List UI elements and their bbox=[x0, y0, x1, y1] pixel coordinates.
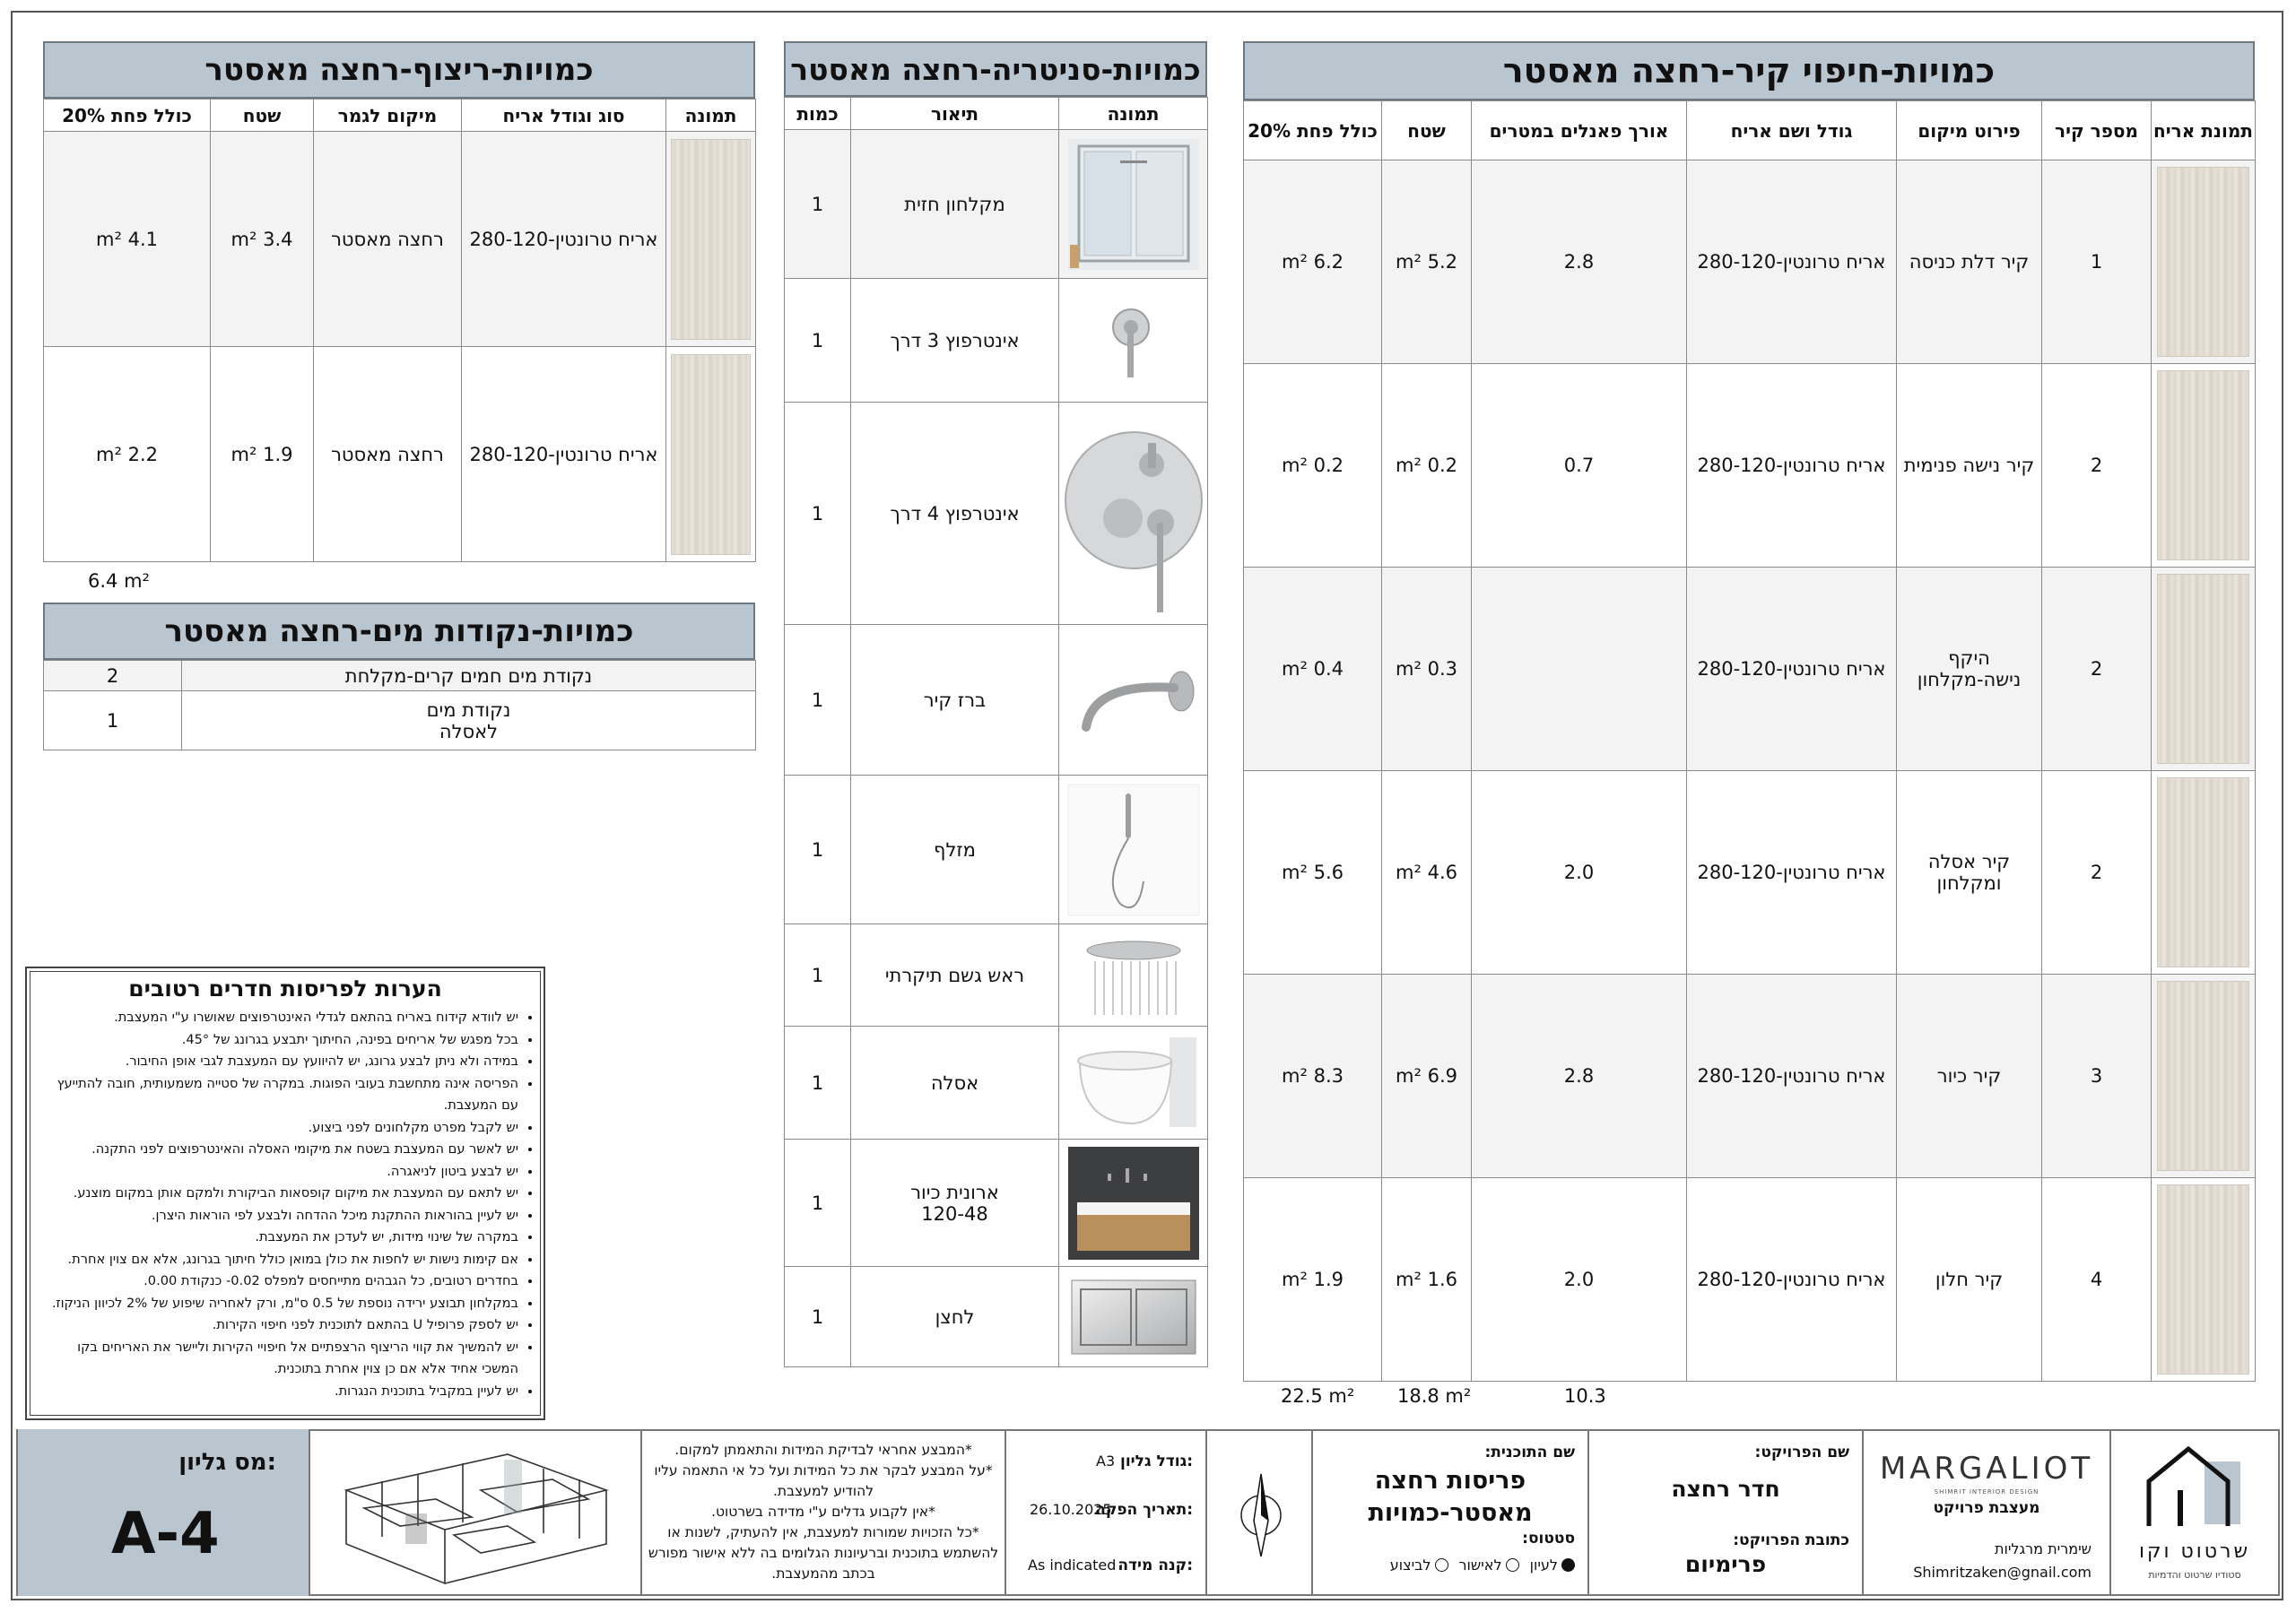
floor-table bbox=[43, 99, 756, 562]
panel-length bbox=[1472, 568, 1687, 771]
sanitary-qty: 1 bbox=[785, 625, 851, 776]
toilet-icon bbox=[1059, 1027, 1208, 1140]
status-radio-execution[interactable]: לביצוע bbox=[1390, 1557, 1448, 1574]
brand-subtitle: SHIMRIT INTERIOR DESIGN bbox=[1934, 1488, 2039, 1496]
sanitary-desc: ארונית כיור 120-48 bbox=[851, 1140, 1059, 1267]
list-item: • יש לעיין בהוראות ההתקנת מיכל ההדחה ולבצע לפי הוראות היצרן. bbox=[39, 1205, 518, 1227]
status-radio-approval[interactable]: לאישור bbox=[1459, 1557, 1519, 1574]
sanitary-header: כמות bbox=[785, 98, 851, 130]
sheet-size-label: גודל גליון: bbox=[1120, 1453, 1193, 1470]
table-row bbox=[1244, 160, 2256, 364]
floor-sum: 6.4 m² bbox=[88, 570, 150, 592]
list-item: • יש לאשר עם המעצבת בשטח את מיקומי האסלה והאינטרפוצים לפני התקנה. bbox=[39, 1139, 518, 1161]
total: 6.2 m² bbox=[1244, 160, 1382, 364]
floor-header: שטח bbox=[211, 100, 314, 132]
sanitary-title: כמויות-סניטריה-רחצה מאסטר bbox=[784, 41, 1207, 97]
designer-cell bbox=[1864, 1429, 2111, 1596]
tile-type: אריח טרונטין-280-120 bbox=[462, 132, 666, 347]
sanitary-desc: ראש גשם תיקרתי bbox=[851, 924, 1059, 1027]
sanitary-qty: 1 bbox=[785, 1267, 851, 1367]
water-qty: 1 bbox=[44, 691, 182, 750]
sheet-size: A3 bbox=[1096, 1453, 1116, 1470]
axonometric-drawing-icon bbox=[328, 1436, 624, 1589]
water-desc: נקודת מים חמים קרים-מקלחת bbox=[182, 661, 756, 691]
date: 26.10.2025 bbox=[1030, 1501, 1112, 1518]
total: 2.2 m² bbox=[44, 347, 211, 562]
designer-name: שימרית מרגליות bbox=[1994, 1540, 2092, 1557]
sanitary-qty: 1 bbox=[785, 1027, 851, 1140]
table-row bbox=[1244, 568, 2256, 771]
tile-image bbox=[666, 347, 756, 562]
table-row bbox=[785, 625, 1208, 776]
notes-title: הערות לפריסות חדרים רטובים bbox=[128, 976, 442, 1002]
list-item: • בחדרים רטובים, כל הגבהים מתייחסים למפלס 0.02- כנקודת 0.00. bbox=[39, 1270, 518, 1293]
water-panel bbox=[43, 603, 755, 750]
panel-length: 0.7 bbox=[1472, 364, 1687, 568]
total: 0.2 m² bbox=[1244, 364, 1382, 568]
sanitary-header: תמונה bbox=[1059, 98, 1208, 130]
sanitary-desc: אסלה bbox=[851, 1027, 1059, 1140]
table-row bbox=[785, 1267, 1208, 1367]
table-row bbox=[1244, 771, 2256, 975]
table-row bbox=[785, 924, 1208, 1027]
sanitary-desc: מקלחון חזית bbox=[851, 130, 1059, 279]
wall-number: 2 bbox=[2042, 771, 2152, 975]
north-arrow-icon bbox=[1234, 1470, 1288, 1560]
hand-shower-icon bbox=[1059, 776, 1208, 924]
list-item: • הפריסה אינה מתחשבת בעובי הפוגות. במקרה של סטייה משמעותית, חובה להתייעץ עם המעצבת. bbox=[39, 1073, 518, 1117]
rain-shower-head-icon bbox=[1059, 924, 1208, 1027]
wall-sum-area: 18.8 m² bbox=[1397, 1385, 1472, 1407]
studio-subtitle: סטודיו שרטוט והדמיות bbox=[2148, 1569, 2241, 1581]
wall-faucet-icon bbox=[1059, 625, 1208, 776]
area: 4.6 m² bbox=[1382, 771, 1472, 975]
total: 1.9 m² bbox=[1244, 1178, 1382, 1382]
sheet-number-label: מס גליון: bbox=[178, 1449, 276, 1476]
tile-image bbox=[2152, 364, 2256, 568]
floor-header: תמונה bbox=[666, 100, 756, 132]
tile-type: אריח טרונטין-280-120 bbox=[1687, 568, 1897, 771]
table-row bbox=[785, 776, 1208, 924]
scale: As indicated bbox=[1028, 1557, 1117, 1574]
wall-number: 2 bbox=[2042, 364, 2152, 568]
table-row bbox=[785, 279, 1208, 403]
wall-location: היקף נישה-מקלחון bbox=[1897, 568, 2042, 771]
mixer-4way-icon bbox=[1059, 403, 1208, 625]
address-label: כתובת הפרויקט: bbox=[1733, 1531, 1849, 1549]
wall-header: שטח bbox=[1382, 101, 1472, 160]
table-row bbox=[785, 1140, 1208, 1267]
list-item: • יש לוודא קידוח באריח בהתאם לגדלי האינטרפוצים שאושרו ע"י המעצבת. bbox=[39, 1007, 518, 1029]
list-item: • במקרה של שינוי מידות, יש לעדכן את המעצבת. bbox=[39, 1227, 518, 1249]
project-label: שם הפרויקט: bbox=[1754, 1444, 1849, 1461]
list-item: • אם קימות נישות יש לחפות את כולן במואן כולל חיתוך בגרונג, אלא אם צוין אחרת. bbox=[39, 1249, 518, 1271]
total: 4.1 m² bbox=[44, 132, 211, 347]
wall-location: קיר חלון bbox=[1897, 1178, 2042, 1382]
list-item: • יש לבצע ביטון לניאגרה. bbox=[39, 1161, 518, 1184]
tile-type: אריח טרונטין-280-120 bbox=[1687, 771, 1897, 975]
area: 0.3 m² bbox=[1382, 568, 1472, 771]
area: 3.4 m² bbox=[211, 132, 314, 347]
floor-header: סוג וגודל אריח bbox=[462, 100, 666, 132]
plan-label: שם התוכנית: bbox=[1484, 1444, 1575, 1461]
total: 5.6 m² bbox=[1244, 771, 1382, 975]
wall-header: תמונת אריח bbox=[2152, 101, 2256, 160]
brand-logo: MARGALIOT bbox=[1879, 1451, 2094, 1487]
north-arrow-cell bbox=[1207, 1429, 1313, 1596]
table-row bbox=[44, 691, 756, 750]
date-label: תאריך הפקה: bbox=[1095, 1501, 1193, 1519]
disclaimer-line: *על המבצע לבקר את כל המידות ועל כל אי התאמה עליו להודיע למעצבת. bbox=[654, 1462, 993, 1499]
location: רחצה מאסטר bbox=[314, 132, 462, 347]
shower-screen-icon bbox=[1059, 130, 1208, 279]
tile-image bbox=[666, 132, 756, 347]
area: 1.9 m² bbox=[211, 347, 314, 562]
wall-sum-length: 10.3 bbox=[1564, 1385, 1606, 1407]
floor-header: מיקום לגמר bbox=[314, 100, 462, 132]
panel-length: 2.8 bbox=[1472, 160, 1687, 364]
disclaimer-line: *כל הזכויות שמורות למעצבת, אין להעתיק, לשנות או להשתמש בתוכנית וברעיונות הגלומים בה ללא אישור מפורש בכתב מהמעצבת. bbox=[648, 1524, 999, 1582]
studio-logo-cell bbox=[2111, 1429, 2278, 1596]
tile-image bbox=[2152, 1178, 2256, 1382]
tile-type: אריח טרונטין-280-120 bbox=[1687, 1178, 1897, 1382]
sanitary-qty: 1 bbox=[785, 130, 851, 279]
wall-number: 1 bbox=[2042, 160, 2152, 364]
table-row bbox=[785, 1027, 1208, 1140]
wall-sum-total: 22.5 m² bbox=[1281, 1385, 1355, 1407]
tile-type: אריח טרונטין-280-120 bbox=[1687, 975, 1897, 1178]
sanitary-table bbox=[784, 97, 1208, 1367]
tile-image bbox=[2152, 975, 2256, 1178]
wall-location: קיר אסלה ומקלחון bbox=[1897, 771, 2042, 975]
wall-number: 4 bbox=[2042, 1178, 2152, 1382]
total: 0.4 m² bbox=[1244, 568, 1382, 771]
wall-number: 2 bbox=[2042, 568, 2152, 771]
designer-email: Shimritzaken@gnail.com bbox=[1913, 1564, 2092, 1581]
notes-box bbox=[25, 967, 545, 1420]
wall-panel bbox=[1243, 41, 2255, 1382]
tile-type: אריח טרונטין-280-120 bbox=[462, 347, 666, 562]
sanitary-desc: ברז קיר bbox=[851, 625, 1059, 776]
area: 6.9 m² bbox=[1382, 975, 1472, 1178]
water-qty: 2 bbox=[44, 661, 182, 691]
sanitary-qty: 1 bbox=[785, 776, 851, 924]
wall-header: גודל ושם אריח bbox=[1687, 101, 1897, 160]
tile-image bbox=[2152, 160, 2256, 364]
panel-length: 2.8 bbox=[1472, 975, 1687, 1178]
floor-header: כולל פחת 20% bbox=[44, 100, 211, 132]
tile-type: אריח טרונטין-280-120 bbox=[1687, 160, 1897, 364]
vanity-cabinet-icon bbox=[1059, 1140, 1208, 1267]
table-row bbox=[44, 347, 756, 562]
total: 8.3 m² bbox=[1244, 975, 1382, 1178]
wall-table bbox=[1243, 100, 2256, 1382]
wall-header: פירוט מיקום bbox=[1897, 101, 2042, 160]
sanitary-qty: 1 bbox=[785, 279, 851, 403]
disclaimer-line: *אין לקבוע גדלים ע"י מדידה בשרטוט. bbox=[711, 1504, 935, 1520]
project-cell bbox=[1589, 1429, 1864, 1596]
list-item: • יש לקבל מפרט מקלחונים לפני ביצוע. bbox=[39, 1117, 518, 1140]
status-options bbox=[1390, 1557, 1575, 1574]
list-item: • יש לספק פרופיל U בהתאם לתוכנית לפני חיפוי הקירות. bbox=[39, 1314, 518, 1337]
status-radio-review[interactable]: לעיון bbox=[1530, 1557, 1575, 1574]
project-address: פרימיום bbox=[1684, 1551, 1767, 1577]
wall-location: קיר דלת כניסה bbox=[1897, 160, 2042, 364]
axonometric-cell bbox=[310, 1429, 642, 1596]
list-item: • במקלחון תבוצע ירידה נוספת של 0.5 ס"מ, ורק לאחריה שיפוע של 2% לכיוון הניקוז. bbox=[39, 1293, 518, 1315]
table-row bbox=[1244, 1178, 2256, 1382]
sheet-number-cell bbox=[18, 1429, 310, 1596]
area: 1.6 m² bbox=[1382, 1178, 1472, 1382]
sanitary-qty: 1 bbox=[785, 403, 851, 625]
sanitary-header: תיאור bbox=[851, 98, 1059, 130]
tile-image bbox=[2152, 771, 2256, 975]
project-name: חדר רחצה bbox=[1671, 1476, 1780, 1502]
tile-image bbox=[2152, 568, 2256, 771]
panel-length: 2.0 bbox=[1472, 1178, 1687, 1382]
table-row bbox=[1244, 364, 2256, 568]
disclaimer-line: *המבצע אחראי לבדיקת המידות והתאמתן למקום. bbox=[674, 1442, 972, 1458]
sanitary-desc: אינטרפוץ 3 דרך bbox=[851, 279, 1059, 403]
notes-list bbox=[39, 1007, 531, 1402]
wall-header: מספר קיר bbox=[2042, 101, 2152, 160]
plan-name: פריסות רחצה מאסטר-כמויות bbox=[1368, 1467, 1533, 1527]
wall-header: אורך פאנלים במטרים bbox=[1472, 101, 1687, 160]
water-desc: נקודת מים לאסלה bbox=[182, 691, 756, 750]
floor-title: כמויות-ריצוף-רחצה מאסטר bbox=[43, 41, 755, 99]
wall-location: קיר כיור bbox=[1897, 975, 2042, 1178]
sheet-number: A-4 bbox=[111, 1501, 220, 1567]
area: 0.2 m² bbox=[1382, 364, 1472, 568]
water-title: כמויות-נקודות מים-רחצה מאסטר bbox=[43, 603, 755, 660]
house-logo-icon bbox=[2142, 1442, 2249, 1531]
panel-length: 2.0 bbox=[1472, 771, 1687, 975]
table-row bbox=[44, 132, 756, 347]
status-label: סטטוס: bbox=[1522, 1530, 1575, 1548]
table-row bbox=[785, 403, 1208, 625]
sanitary-qty: 1 bbox=[785, 1140, 851, 1267]
list-item: • יש להמשיך את קווי הריצוף הרצפתיים אל חיפויי הקירות וליישר את האריחים בקו המשכי אחיד אלא אם כן צוין אחרת בתוכנית. bbox=[39, 1337, 518, 1381]
floor-panel bbox=[43, 41, 755, 562]
flush-button-icon bbox=[1059, 1267, 1208, 1367]
sheet-info-cell bbox=[1006, 1429, 1207, 1596]
sanitary-desc: אינטרפוץ 4 דרך bbox=[851, 403, 1059, 625]
sanitary-panel bbox=[784, 41, 1207, 1367]
list-item: • במידה ולא ניתן לבצע גרונג, יש להיוועץ עם המעצבת לגבי אופן החיבור. bbox=[39, 1051, 518, 1073]
location: רחצה מאסטר bbox=[314, 347, 462, 562]
tile-type: אריח טרונטין-280-120 bbox=[1687, 364, 1897, 568]
sanitary-desc: מזלף bbox=[851, 776, 1059, 924]
list-item: • בכל מפגש של אריחים בפינה, החיתוך יתבצע בגרונג של 45°. bbox=[39, 1029, 518, 1052]
area: 5.2 m² bbox=[1382, 160, 1472, 364]
disclaimer-cell bbox=[642, 1429, 1006, 1596]
list-item: • יש לעיין במקביל בתוכנית הנגרות. bbox=[39, 1381, 518, 1403]
wall-number: 3 bbox=[2042, 975, 2152, 1178]
sanitary-qty: 1 bbox=[785, 924, 851, 1027]
designer-role: מעצבת פרויקט bbox=[1933, 1499, 2040, 1517]
sanitary-desc: לחצן bbox=[851, 1267, 1059, 1367]
scale-label: קנה מידה: bbox=[1118, 1557, 1193, 1574]
table-row bbox=[785, 130, 1208, 279]
table-row bbox=[44, 661, 756, 691]
mixer-3way-icon bbox=[1059, 279, 1208, 403]
wall-title: כמויות-חיפוי קיר-רחצה מאסטר bbox=[1243, 41, 2255, 100]
table-row bbox=[1244, 975, 2256, 1178]
studio-name: שרטוט וקו bbox=[2138, 1540, 2251, 1563]
wall-header: כולל פחת 20% bbox=[1244, 101, 1382, 160]
water-table bbox=[43, 660, 756, 750]
wall-location: קיר נישה פנימית bbox=[1897, 364, 2042, 568]
plan-cell bbox=[1313, 1429, 1589, 1596]
list-item: • יש לתאם עם המעצבת את מיקום קופסאות הביקורת ולמקם אותן במקום מוצנע. bbox=[39, 1183, 518, 1205]
